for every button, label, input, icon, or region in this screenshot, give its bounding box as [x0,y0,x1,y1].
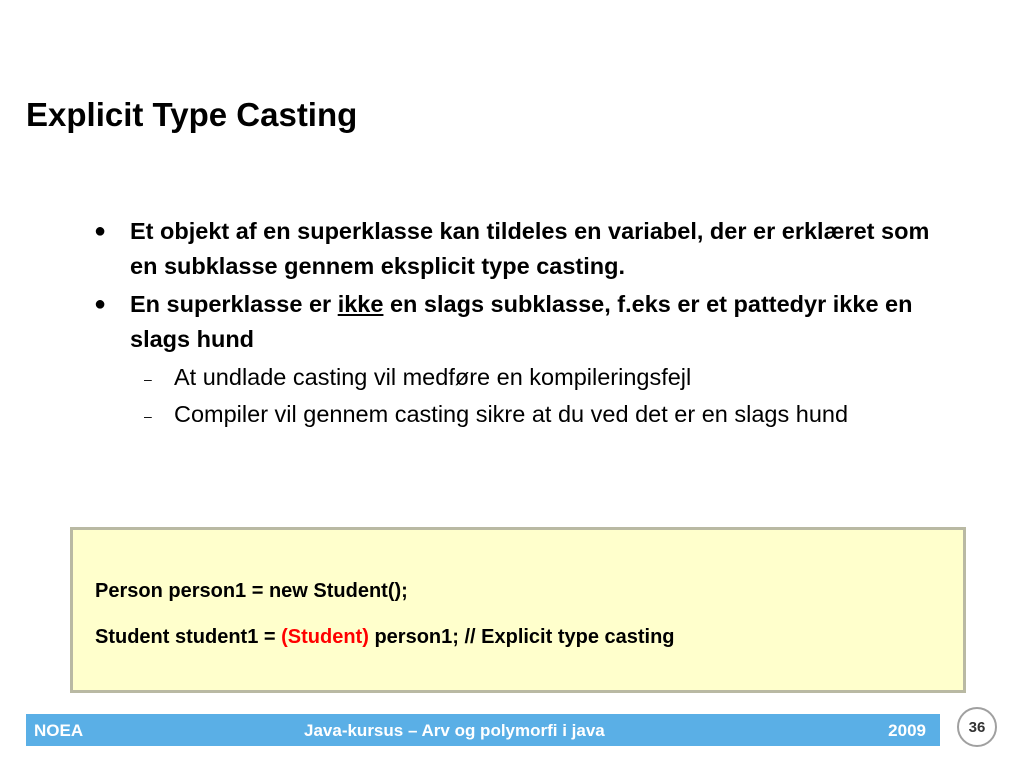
bullet-item [92,214,932,284]
sub-bullet-text: Compiler vil gennem casting sikre at du ved det er en slags hund [174,401,849,427]
bullet-dot-icon: ● [94,293,107,315]
sub-bullet-text: At undlade casting vil medføre en kompileringsfejl [174,364,692,390]
slide-title: Explicit Type Casting [26,96,358,133]
bullet-text-underlined: ikke [337,291,384,317]
code-line-2-before: Student student1 = [95,626,282,648]
footer-center-text: Java-kursus – Arv og polymorfi i java [304,721,605,740]
footer-right-text: 2009 [888,721,926,740]
code-line-1: Person person1 = new Student(); [95,580,408,602]
dash-icon: – [144,371,152,387]
bullet-dot-icon: ● [94,220,107,242]
dash-icon: – [144,408,152,424]
footer-bar [26,714,940,746]
bullet-item [92,287,932,357]
code-cast-highlight: (Student) [281,626,369,648]
bullet-text: Et objekt af en superklasse kan tildeles en variabel, der er erklæret som en subklasse gennem eksplicit type casting. [130,218,930,279]
page-number-badge: 36 [957,707,997,747]
sub-bullet-item [92,397,932,432]
bullet-text-before: En superklasse er [130,291,338,317]
bullet-text-after: en slags subklasse, f.eks er et pattedyr ikke en slags hund [130,291,913,352]
code-line-2-after: person1; // Explicit type casting [368,626,675,648]
code-line-2 [95,626,675,649]
sub-bullet-item [92,360,932,395]
code-example-box [70,527,966,693]
footer-left-text: NOEA [34,721,84,740]
bullet-list [92,214,932,432]
